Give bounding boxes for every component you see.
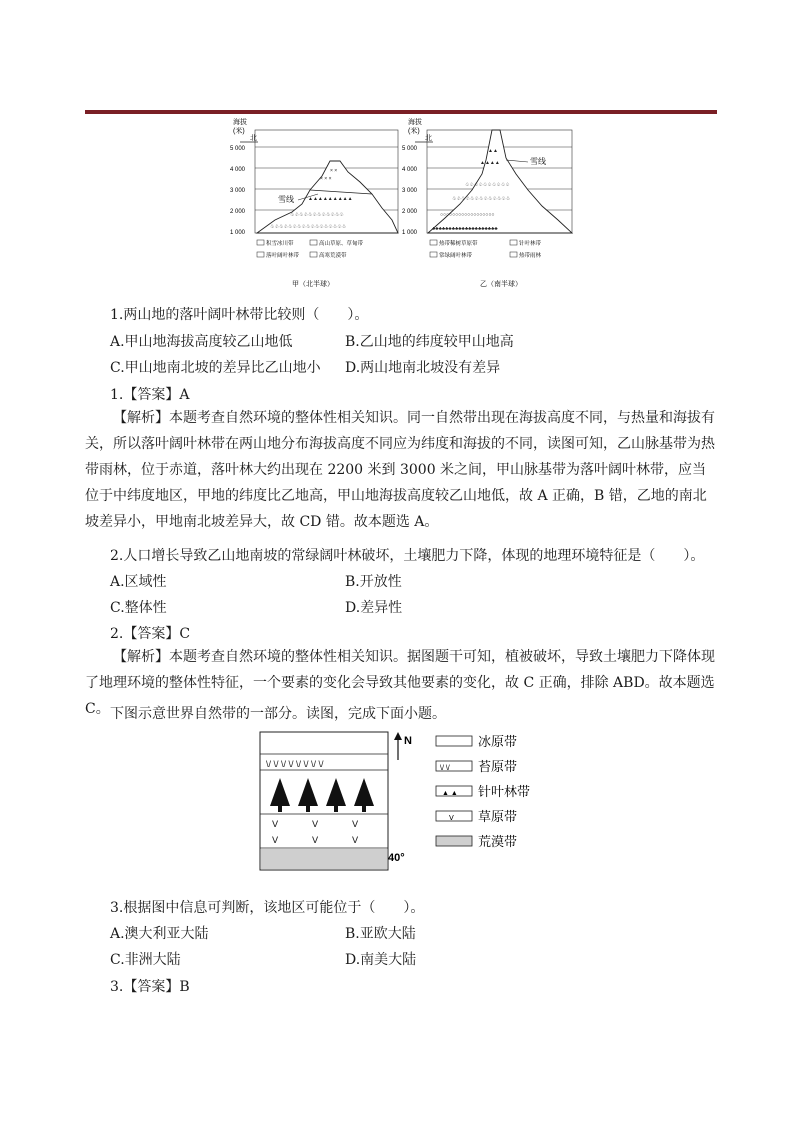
legend-right-item: 热带雨林: [519, 253, 542, 259]
tick-label: 5 000: [230, 146, 246, 152]
q3-option-d: D.南美大陆: [345, 952, 417, 968]
svg-text:ᐯ: ᐯ: [352, 835, 359, 845]
tick-label: 1 000: [230, 230, 246, 236]
legend-item: 苔原带: [478, 759, 518, 774]
axis-unit-right: (米): [408, 128, 420, 135]
north-arrow-label: N: [404, 735, 412, 747]
svg-text:\/ \/ \/ \/ \/ \/ \/ \/: \/ \/ \/ \/ \/ \/ \/ \/: [266, 759, 324, 769]
q1-option-b: B.乙山地的纬度较甲山地高: [345, 334, 514, 350]
axis-unit-left: (米): [233, 128, 245, 135]
q1-answer: 1.【答案】A: [110, 387, 190, 403]
legend-item: 荒漠带: [478, 834, 518, 849]
svg-text:ᐯ: ᐯ: [449, 815, 454, 822]
axis-title-left: 海拔: [233, 119, 247, 126]
q2-option-b: B.开放性: [345, 574, 402, 590]
svg-text:▲▲▲▲▲▲▲▲▲: ▲▲▲▲▲▲▲▲▲: [308, 196, 353, 202]
svg-text:ᐯ: ᐯ: [312, 819, 319, 829]
north-label-left: 北: [250, 135, 257, 142]
svg-text:ᐯ: ᐯ: [272, 819, 279, 829]
tick-label: 5 000: [402, 146, 418, 152]
mountain-zonation-figure: [230, 116, 575, 298]
svg-text:♧♧♧♧♧♧♧♧♧♧♧♧♧♧♧♧♧: ♧♧♧♧♧♧♧♧♧♧♧♧♧♧♧♧♧: [270, 224, 347, 230]
svg-text:♣♣♣♣♣♣♣♣♣♣♣♣♣♣♣♣♣♣♣♣: ♣♣♣♣♣♣♣♣♣♣♣♣♣♣♣♣♣♣♣♣: [432, 226, 498, 232]
q1-stem: 1.两山地的落叶阔叶林带比较则（ ）。: [110, 307, 369, 323]
tick-label: 4 000: [402, 167, 418, 173]
tick-label: 2 000: [230, 209, 246, 215]
natural-zones-figure: [258, 730, 536, 880]
tick-label: 3 000: [230, 188, 246, 194]
q3-stem: 3.根据图中信息可判断，该地区可能位于（ ）。: [110, 900, 425, 916]
caption-left: 甲（北半球）: [292, 281, 334, 288]
q3-answer: 3.【答案】B: [110, 979, 190, 995]
north-label-right: 北: [425, 135, 432, 142]
snowline-label-right: 雪线: [530, 157, 546, 166]
axis-title-right: 海拔: [408, 119, 422, 126]
svg-text:× ×: × ×: [330, 168, 338, 174]
header-rule: [85, 110, 717, 114]
svg-text:▲▲: ▲▲: [488, 148, 498, 154]
q3-option-b: B.亚欧大陆: [345, 926, 416, 942]
latitude-label: 40°: [388, 852, 405, 864]
q3-option-c: C.非洲大陆: [110, 952, 181, 968]
tick-label: 1 000: [402, 230, 418, 236]
q1-option-c: C.甲山地南北坡的差异比乙山地小: [110, 360, 321, 376]
legend-right-item: 针叶林带: [519, 241, 542, 247]
svg-text:♧♧♧♧♧♧♧♧♧♧♧♧: ♧♧♧♧♧♧♧♧♧♧♧♧: [290, 212, 344, 218]
svg-text:♤♤♤♤♤♤♤♤♤♤: ♤♤♤♤♤♤♤♤♤♤: [465, 182, 510, 188]
legend-left-item: 高山草原、草甸带: [319, 241, 364, 247]
svg-text:▲▲▲▲: ▲▲▲▲: [480, 160, 500, 166]
svg-text:\/ \/: \/ \/: [440, 765, 450, 772]
q1-analysis: 【解析】本题考查自然环境的整体性相关知识。同一自然带出现在海拔高度不同，与热量和海拔有关，所以落叶阔叶林带在两山地分布海拔高度不同应为纬度和海拔的不同，读图可知，乙山脉基带为热带雨林，位于赤道，落叶林大约出现在 2200 米到 3000 米之间，甲山脉基带为落叶阔叶林带，应当位于中纬度地区，甲地的纬度比乙地高，甲山地海拔高度较乙山地低，故 A 正确，B 错，乙地的南北坡差异小，甲地南北坡差异大，故 CD 错。故本题选 A。: [85, 410, 715, 530]
q2-option-c: C.整体性: [110, 600, 167, 616]
legend-left-item: 落叶阔叶林带: [266, 253, 300, 259]
snowline-label-left: 雪线: [278, 195, 294, 204]
legend-right-item: 常绿阔叶林带: [439, 253, 473, 259]
legend-item: 针叶林带: [478, 784, 531, 799]
svg-text:▲ ▲: ▲ ▲: [442, 790, 458, 797]
svg-text:♧♧♧♧♧♧♧♧♧♧♧♧♧: ♧♧♧♧♧♧♧♧♧♧♧♧♧: [452, 196, 511, 202]
svg-text:○○○○○○○○○○○○○○○○○○: ○○○○○○○○○○○○○○○○○○: [440, 212, 495, 218]
q1-option-d: D.两山地南北坡没有差异: [345, 360, 501, 376]
legend-left-item: 积雪冰川带: [266, 241, 294, 247]
legend-item: 草原带: [478, 809, 518, 824]
legend-left-item: 高寒荒漠带: [319, 253, 347, 259]
svg-text:ᐯ: ᐯ: [352, 819, 359, 829]
tick-label: 4 000: [230, 167, 246, 173]
svg-text:ᐯ: ᐯ: [312, 835, 319, 845]
q2-answer: 2.【答案】C: [110, 626, 191, 642]
q2-option-d: D.差异性: [345, 600, 403, 616]
q1-option-a: A.甲山地海拔高度较乙山地低: [110, 334, 293, 350]
tick-label: 2 000: [402, 209, 418, 215]
svg-text:× × ×: × × ×: [320, 176, 332, 182]
q3-option-a: A.澳大利亚大陆: [110, 926, 209, 942]
caption-right: 乙（南半球）: [480, 281, 522, 288]
legend-right-item: 热带稀树草原带: [439, 241, 478, 247]
q2-option-a: A.区域性: [110, 574, 167, 590]
svg-text:ᐯ: ᐯ: [272, 835, 279, 845]
intro-text: 下图示意世界自然带的一部分。读图，完成下面小题。: [110, 706, 446, 722]
q2-stem: 2.人口增长导致乙山地南坡的常绿阔叶林破坏，土壤肥力下降，体现的地理环境特征是（ ）。: [110, 548, 705, 564]
legend-item: 冰原带: [478, 734, 518, 749]
tick-label: 3 000: [402, 188, 418, 194]
q2-analysis: 【解析】本题考查自然环境的整体性相关知识。据图题干可知，植被破坏，导致土壤肥力下降体现了地理环境的整体性特征，一个要素的变化会导致其他要素的变化，故 C 正确，排除 ABD。故本题选 C。: [85, 649, 715, 717]
